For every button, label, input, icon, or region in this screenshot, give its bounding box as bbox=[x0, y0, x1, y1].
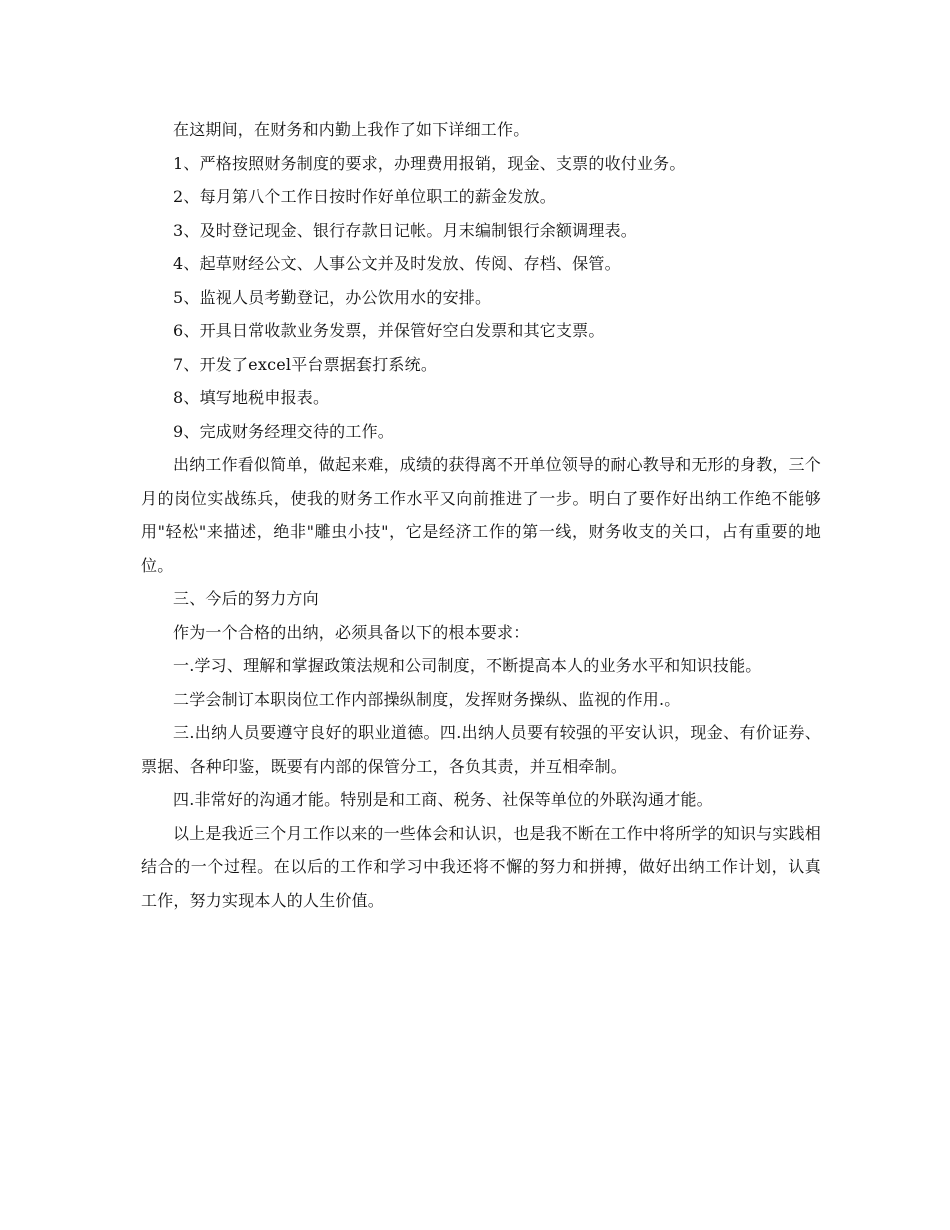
paragraph-intro: 在这期间，在财务和内勤上我作了如下详细工作。 bbox=[173, 120, 530, 139]
list-item-8: 8、填写地税申报表。 bbox=[173, 388, 330, 407]
list-item-9: 9、完成财务经理交待的工作。 bbox=[173, 421, 394, 441]
section-heading: 三、今后的努力方向 bbox=[173, 589, 319, 608]
list-item-5: 5、监视人员考勤登记，办公饮用水的安排。 bbox=[173, 287, 492, 307]
requirement-3: 三.出纳人员要遵守良好的职业道德。四.出纳人员要有较强的平安认识，现金、有价证券、票据、各种印鉴，既要有内部的保管分工，各负其责，并互相牵制。 bbox=[141, 723, 821, 776]
list-item-4: 4、起草财经公文、人事公文并及时发放、传阅、存档、保管。 bbox=[173, 254, 621, 273]
requirement-2: 二学会制订本职岗位工作内部操纵制度，发挥财务操纵、监视的作用.。 bbox=[173, 689, 681, 709]
paragraph-reflection: 出纳工作看似简单，做起来难，成绩的获得离不开单位领导的耐心教导和无形的身教，三个月的岗位实战练兵，使我的财务工作水平又向前推进了一步。明白了要作好出纳工作绝不能够用"轻松"来描述，绝非"雕虫小技"，它是经济工作的第一线，财务收支的关口，占有重要的地位。 bbox=[141, 455, 822, 575]
paragraph-conclusion: 以上是我近三个月工作以来的一些体会和认识，也是我不断在工作中将所学的知识与实践相结合的一个过程。在以后的工作和学习中我还将不懈的努力和拼搏，做好出纳工作计划，认真工作，努力实现本人的人生价值。 bbox=[141, 823, 822, 910]
document-body bbox=[141, 113, 821, 917]
list-item-7: 7、开发了excel平台票据套打系统。 bbox=[173, 354, 438, 374]
list-item-1: 1、严格按照财务制度的要求，办理费用报销，现金、支票的收付业务。 bbox=[173, 153, 686, 173]
requirement-1: 一.学习、理解和掌握政策法规和公司制度，不断提高本人的业务水平和知识技能。 bbox=[173, 656, 762, 675]
paragraph-requirements-intro: 作为一个合格的出纳，必须具备以下的根本要求： bbox=[173, 622, 530, 642]
list-item-2: 2、每月第八个工作日按时作好单位职工的薪金发放。 bbox=[173, 187, 556, 206]
requirement-4: 四.非常好的沟通才能。特别是和工商、税务、社保等单位的外联沟通才能。 bbox=[173, 790, 713, 809]
list-item-6: 6、开具日常收款业务发票，并保管好空白发票和其它支票。 bbox=[173, 321, 605, 340]
list-item-3: 3、及时登记现金、银行存款日记帐。月末编制银行余额调理表。 bbox=[173, 220, 637, 240]
